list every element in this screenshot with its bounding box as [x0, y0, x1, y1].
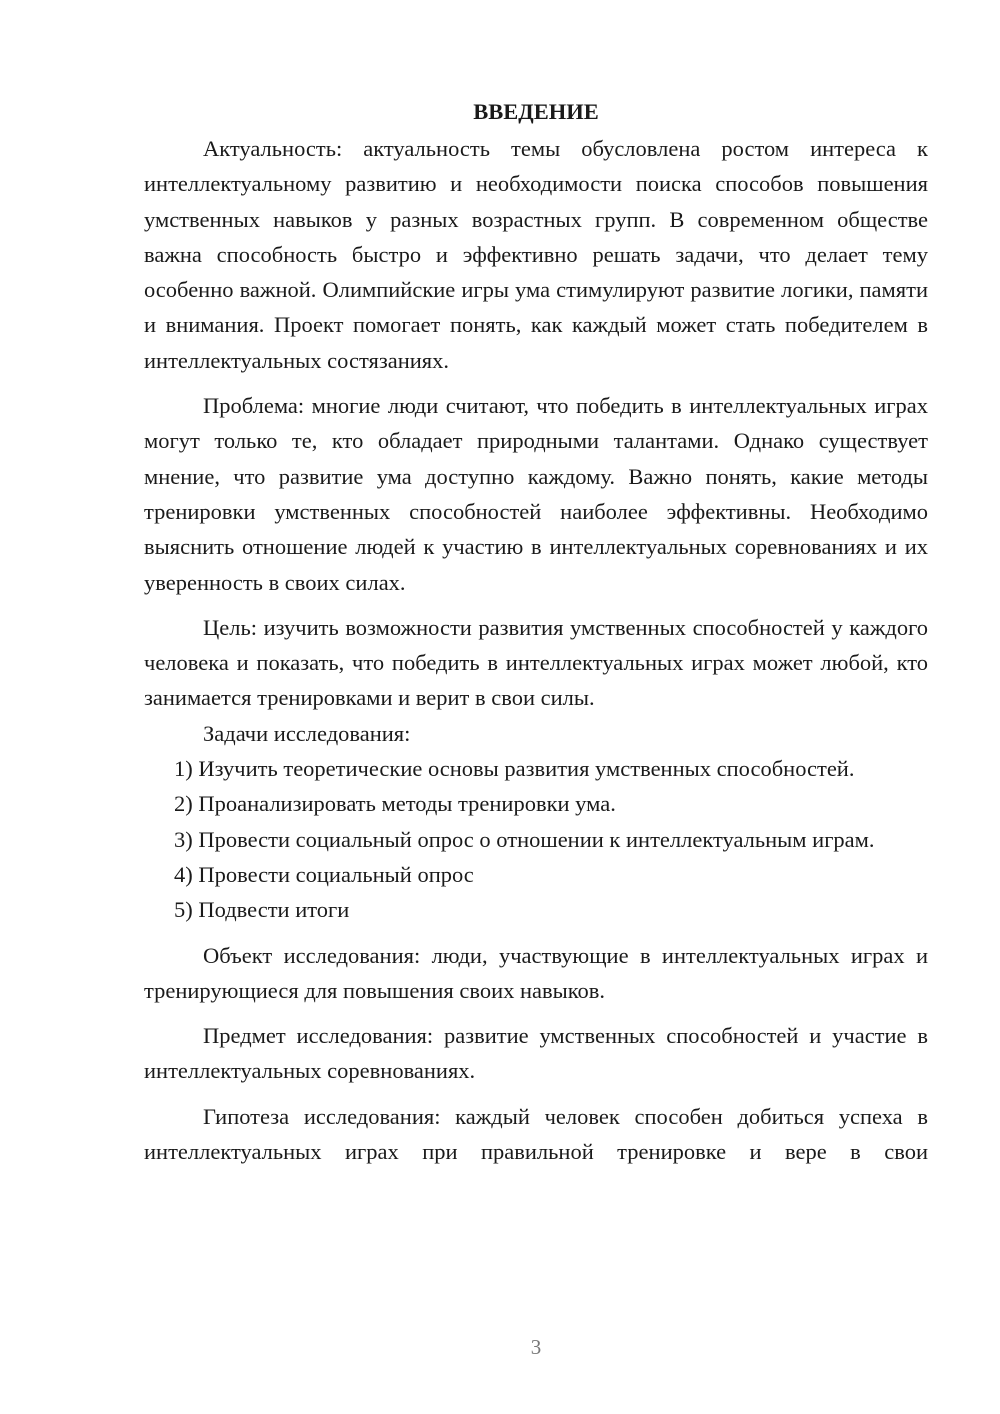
hypothesis-paragraph: Гипотеза исследования: каждый человек способен добиться успеха в интеллектуальных играх при правильной тренировке и вере в свои — [144, 1103, 928, 1165]
tasks-heading: Задачи исследования: — [203, 720, 411, 746]
goal-paragraph: Цель: изучить возможности развития умственных способностей у каждого человека и показать, что победить в интеллектуальных играх может любой, кто занимается тренировками и верит в свои силы. — [144, 614, 928, 711]
task-item: 4) Провести социальный опрос — [174, 861, 474, 887]
page-number: 3 — [530, 1335, 542, 1359]
subject-paragraph: Предмет исследования: развитие умственных способностей и участие в интеллектуальных соревнованиях. — [144, 1023, 928, 1084]
page-body — [144, 94, 928, 1169]
page-title: ВВЕДЕНИЕ — [473, 99, 599, 124]
relevance-paragraph: Актуальность: актуальность темы обусловлена ростом интереса к интеллектуальному развитию и необходимости поиска способов повышения умственных навыков у разных возрастных групп. В современном обществе важна способность быстро и эффективно решать задачи, что делает тему особенно важной. Олимпийские игры ума стимулируют развитие логики, памяти и внимания. Проект помогает понять, как каждый может стать победителем в интеллектуальных состязаниях. — [144, 136, 928, 373]
task-item: 5) Подвести итоги — [174, 897, 350, 923]
task-item: 1) Изучить теоретические основы развития умственных способностей. — [174, 756, 855, 782]
task-item: 2) Проанализировать методы тренировки ума. — [174, 791, 616, 817]
object-paragraph: Объект исследования: люди, участвующие в интеллектуальных играх и тренирующиеся для повышения своих навыков. — [144, 942, 928, 1003]
task-item: 3) Провести социальный опрос о отношении к интеллектуальным играм. — [174, 826, 875, 852]
problem-paragraph: Проблема: многие люди считают, что победить в интеллектуальных играх могут только те, кто обладает природными талантами. Однако существует мнение, что развитие ума доступно каждому. Важно понять, какие методы тренировки умственных способностей наиболее эффективны. Необходимо выяснить отношение людей к участию в интеллектуальных соревнованиях и их уверенность в своих силах. — [144, 393, 928, 595]
